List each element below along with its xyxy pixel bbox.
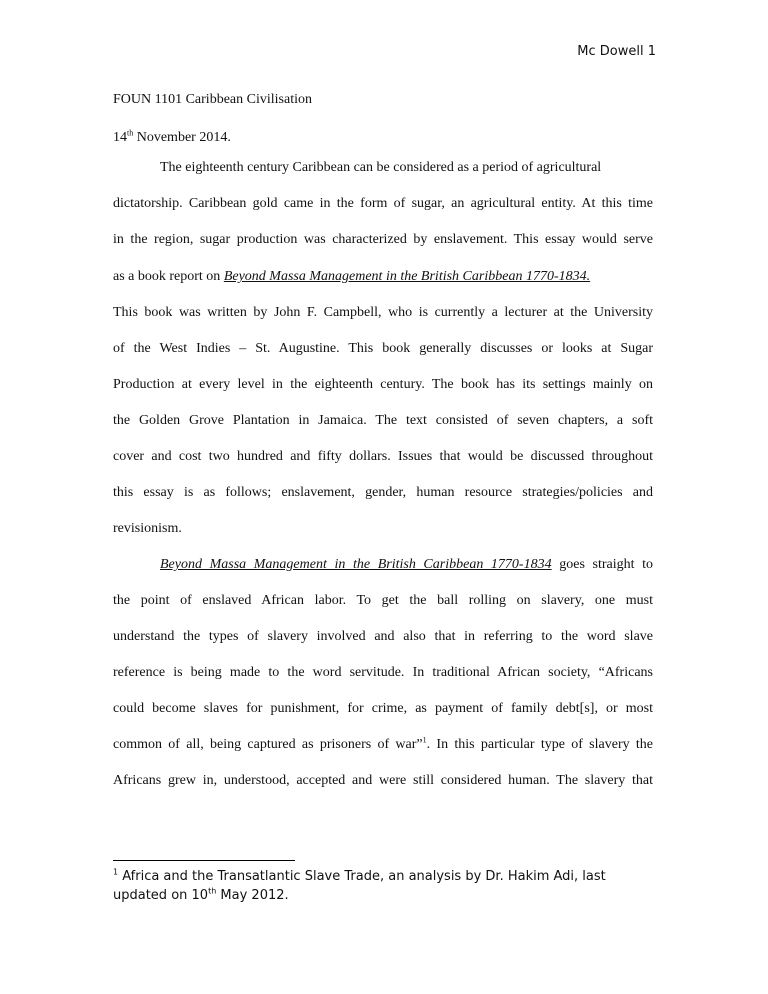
footnote-text-2-sup: th xyxy=(208,886,217,896)
paragraph-1-line-10: this essay is as follows; enslavement, gender, human resource strategies/policies and xyxy=(113,485,653,500)
paragraph-2-line-6-suffix: . In this particular type of slavery the xyxy=(426,737,654,752)
paragraph-2-line-2: the point of enslaved African labor. To get the ball rolling on slavery, one must xyxy=(113,593,653,608)
paragraph-1-line-3: in the region, sugar production was characterized by enslavement. This essay would serve xyxy=(113,232,653,247)
paragraph-2-line-3: understand the types of slavery involved and also that in referring to the word slave xyxy=(113,629,653,644)
paragraph-1-line-6: of the West Indies – St. Augustine. This book generally discusses or looks at Sugar xyxy=(113,341,653,356)
paragraph-1-line-8: the Golden Grove Plantation in Jamaica. The text consisted of seven chapters, a soft xyxy=(113,413,653,428)
paragraph-1-line-9: cover and cost two hundred and fifty dollars. Issues that would be discussed throughout xyxy=(113,449,653,464)
date-line xyxy=(113,130,231,146)
paragraph-1-line-5: This book was written by John F. Campbell, who is currently a lecturer at the University xyxy=(113,305,653,320)
course-line: FOUN 1101 Caribbean Civilisation xyxy=(113,92,312,107)
footnote-marker: 1 xyxy=(113,867,119,877)
paragraph-1-line-4 xyxy=(113,269,590,285)
book-title: Beyond Massa Management in the British Caribbean 1770-1834. xyxy=(223,269,591,284)
footnote-divider xyxy=(113,860,295,861)
paragraph-2-line-6 xyxy=(113,737,653,753)
book-report-prefix: as a book report on xyxy=(113,269,224,284)
footnote-reference[interactable]: 1 xyxy=(422,735,427,745)
footnote-line-1 xyxy=(113,869,606,884)
paragraph-1-line-11: revisionism. xyxy=(113,521,182,536)
paragraph-1-line-7: Production at every level in the eighteenth century. The book has its settings mainly on xyxy=(113,377,653,392)
book-title-2: Beyond Massa Management in the British Caribbean 1770-1834 xyxy=(160,557,552,572)
footnote-text-2-prefix: updated on 10 xyxy=(113,888,209,903)
date-suffix: th xyxy=(127,128,134,138)
footnote-text-2-suffix: May 2012. xyxy=(216,888,289,903)
date-day: 14 xyxy=(113,130,127,145)
paragraph-2-line-7: Africans grew in, understood, accepted and were still considered human. The slavery that xyxy=(113,773,653,788)
paragraph-2-line-4: reference is being made to the word servitude. In traditional African society, “Africans xyxy=(113,665,653,680)
paragraph-2-line-1 xyxy=(160,557,653,573)
date-rest: November 2014. xyxy=(133,130,231,145)
paragraph-1-line-1: The eighteenth century Caribbean can be considered as a period of agricultural xyxy=(160,160,602,175)
footnote-text-1: Africa and the Transatlantic Slave Trade, an analysis by Dr. Hakim Adi, last xyxy=(118,869,606,884)
paragraph-2-line-6-prefix: common of all, being captured as prisoners of war” xyxy=(113,737,423,752)
footnote-line-2 xyxy=(113,888,289,903)
paragraph-2-line-5: could become slaves for punishment, for crime, as payment of family debt[s], or most xyxy=(113,701,653,716)
paragraph-1-line-2: dictatorship. Caribbean gold came in the form of sugar, an agricultural entity. At this time xyxy=(113,196,653,211)
paragraph-2-line-1-suffix: goes straight to xyxy=(551,557,654,572)
running-head: Mc Dowell 1 xyxy=(577,44,656,59)
